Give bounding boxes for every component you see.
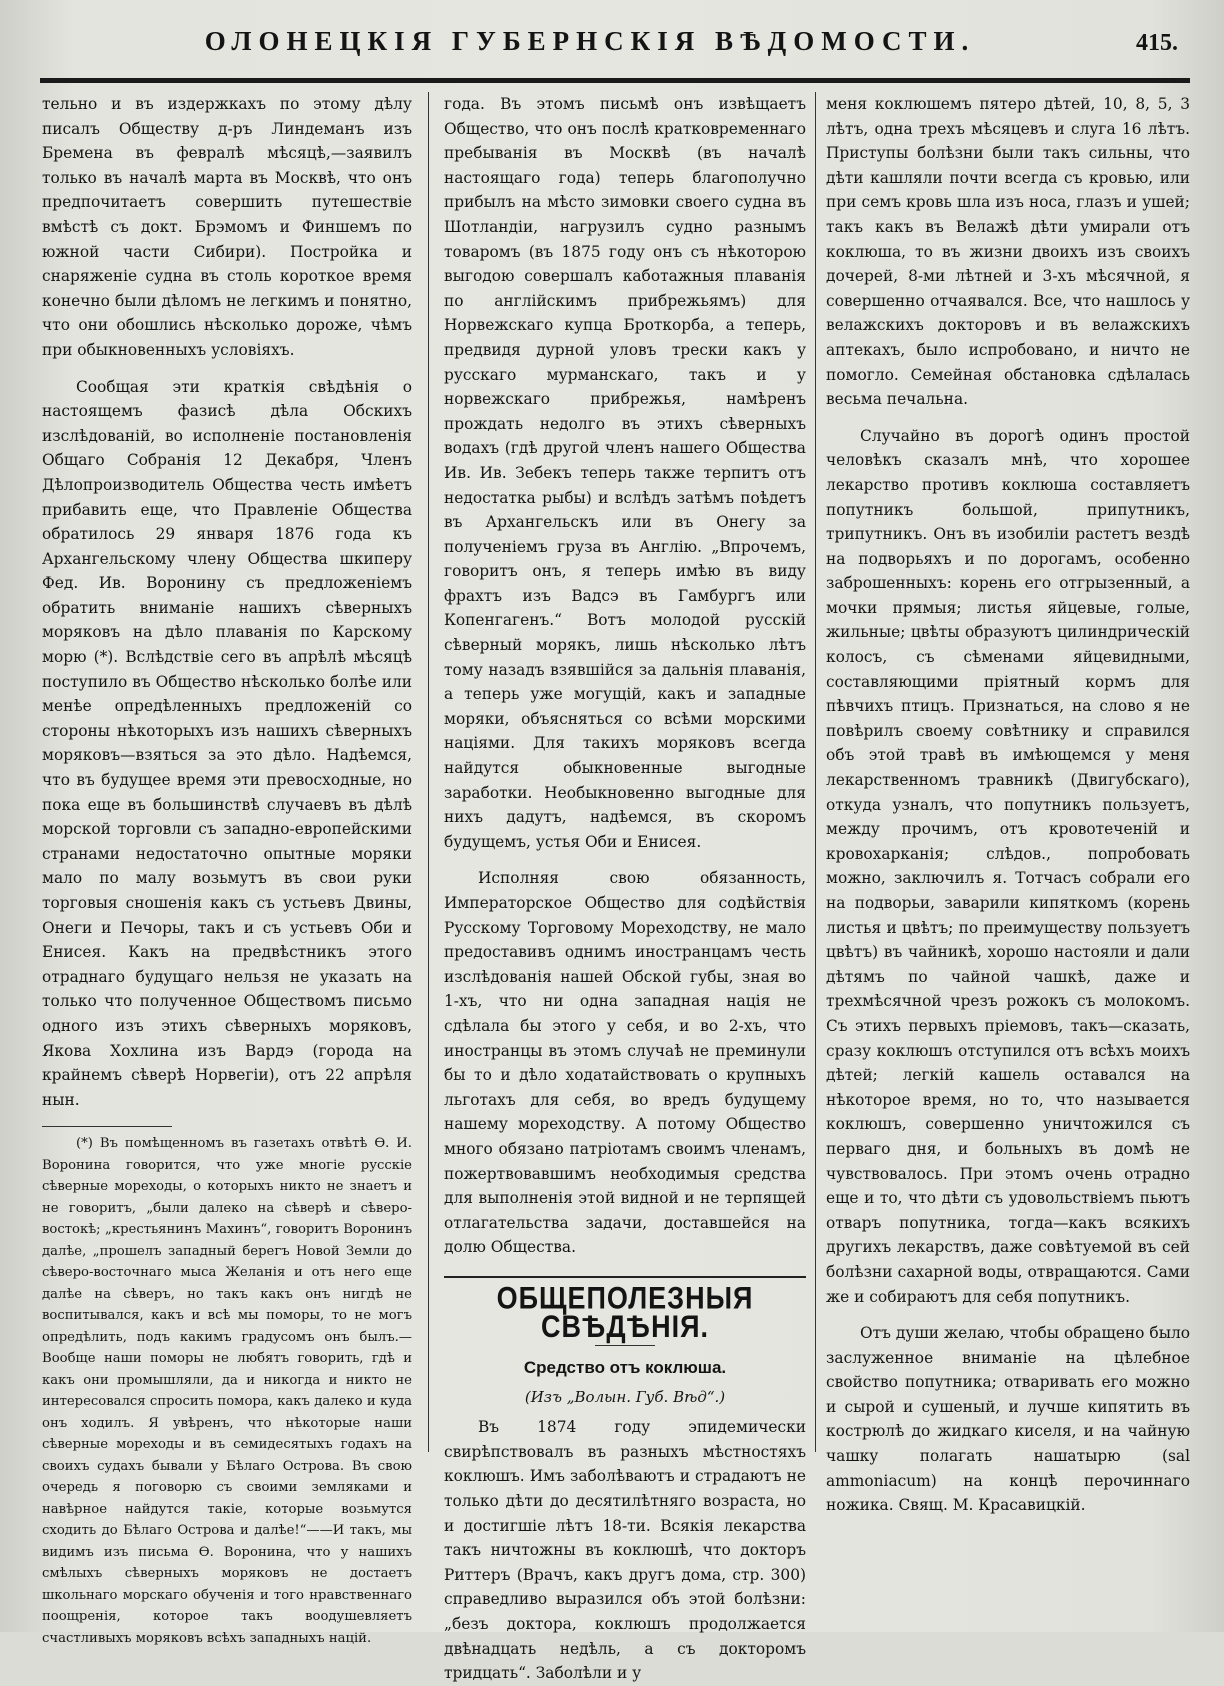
masthead <box>40 18 1190 74</box>
paragraph: года. Въ этомъ письмѣ онъ извѣщаетъ Общество, что онъ послѣ кратковременнаго пребыванія въ Москвѣ (въ началѣ настоящаго года) теперь благополучно прибылъ на мѣсто зимовки своего судна въ Шотландіи, нагрузилъ судно разнымъ товаромъ (въ 1875 году онъ съ нѣкоторою выгодою совершалъ каботажныя плаванія по англійскимъ прибрежьямъ) для Норвежскаго купца Броткорба, а теперь, предвидя дурной уловъ трески какъ у русскаго мурманскаго, такъ и у норвежскаго прибрежья, намѣренъ прождать недолго въ этихъ сѣверныхъ водахъ (гдѣ другой членъ нашего Общества Ив. Ив. Зебекъ теперь также терпитъ отъ недостатка рыбы) и вслѣдъ затѣмъ поѣдетъ въ Архангельскъ или въ Онегу за полученіемъ груза въ Англію. „Впрочемъ, говоритъ онъ, я теперь имѣю въ виду фрахтъ изъ Вадсэ въ Гамбургъ или Копенгагенъ.“ Вотъ молодой русскій сѣверный морякъ, лишь нѣсколько лѣтъ тому назадъ взявшійся за дальнія плаванія, а теперь уже могущій, какъ и западные моряки, объясняться со всѣми морскими націями. Для такихъ моряковъ всегда найдутся обыкновенные выгодные заработки. Необыкновенно выгодные для нихъ дадутъ, надѣемся, въ скоромъ будущемъ, устья Оби и Енисея. <box>444 95 806 851</box>
article-title: Средство отъ коклюша. <box>523 1358 727 1378</box>
paragraph: Въ 1874 году эпидемически свирѣпствовалъ въ разныхъ мѣстностяхъ коклюшъ. Имъ заболѣваютъ и страдаютъ не только дѣти до десятилѣтняго возраста, но и достигшіе лѣтъ 18-ти. Всякія лекарства такъ ничтожны въ коклюшѣ, что докторъ Риттеръ (Врачъ, какъ другъ дома, стр. 300) справедливо выразился объ этой болѣзни: „безъ доктора, коклюшъ продолжается двѣнадцать недѣль, а съ докторомъ тридцать“. Заболѣли и у <box>444 1418 806 1683</box>
column-divider-2 <box>815 92 816 1452</box>
section-rule <box>444 1276 806 1278</box>
column-2 <box>444 92 806 1683</box>
footnote: (*) Въ помѣщенномъ въ газетахъ отвѣтѣ Ѳ. И. Воронина говорится, что уже многіе русскіе сѣверные мореходы, о которыхъ никто не знаетъ и не говоритъ, „были далеко на сѣверѣ и сѣверо-востокѣ; „крестьянинъ Махинъ“, говоритъ Воронинъ далѣе, „прошелъ западный берегъ Новой Земли до сѣверо-восточнаго мыса Желанія и отъ него еще далѣе на сѣверъ, но такъ какъ онъ нигдѣ не воспитывался, какъ и всѣ мы поморы, то не могъ опредѣлить, подъ какимъ градусомъ онъ былъ.—Вообще наши поморы не любятъ говорить, гдѣ и какъ они промышляли, да и никогда и никто не интересовался спросить помора, какъ далеко и куда онъ ходилъ. Я увѣренъ, что нѣкоторые наши сѣверные мореходы и въ семидесятыхъ годахъ на своихъ судахъ бывали у Бѣлаго Острова. Въ свою очередь я поговорю съ своими земляками и навѣрное найдутся такіе, которые возьмутся сходить до Бѣлаго Острова и далѣе!“——И такъ, мы видимъ изъ письма Ѳ. Воронина, что у нашихъ смѣлыхъ сѣверныхъ моряковъ не достаетъ школьнаго морскаго обученія и того нравственнаго поощренія, которое такъ воодушевляетъ счастливыхъ моряковъ всѣхъ западныхъ націй. <box>42 1136 412 1646</box>
column-divider-1 <box>428 92 429 1452</box>
footnote-rule <box>42 1126 172 1127</box>
column-1 <box>42 92 412 1646</box>
paragraph: тельно и въ издержкахъ по этому дѣлу писалъ Обществу д-ръ Линдеманъ изъ Бремена въ февралѣ мѣсяцѣ,—заявилъ только въ началѣ марта въ Москвѣ, что онъ предпочитаетъ совершить путешествіе вмѣстѣ съ докт. Брэмомъ и Финшемъ по южной части Сибири). Постройка и снаряженіе судна въ столь короткое время конечно были дѣломъ не легкимъ и понятно, что они обошлись нѣсколько дороже, чѣмъ при обыкновенныхъ условіяхъ. <box>42 95 412 359</box>
newspaper-title: ОЛОНЕЦКІЯ ГУБЕРНСКІЯ ВѢДОМОСТИ. <box>204 26 976 56</box>
title-rule <box>595 1345 655 1346</box>
paragraph: Отъ души желаю, чтобы обращено было заслуженное вниманіе на цѣлебное свойство попутника; отваривать его можно и сырой и сушеный, и лучше кипятить въ кострюлѣ до жидкаго киселя, и на чайную чашку полагать нашатырю (sal ammoniacum) на концѣ перочиннаго ножика. Свящ. М. Красавицкій. <box>826 1324 1190 1515</box>
paragraph: Сообщая эти краткія свѣдѣнія о настоящемъ фазисѣ дѣла Обскихъ изслѣдованій, во исполненіе постановленія Общаго Собранія 12 Декабря, Членъ Дѣлопроизводитель Общества честь имѣетъ прибавить еще, что Правленіе Общества обратилось 29 января 1876 года къ Архангельскому члену Общества шкиперу Фед. Ив. Воронину съ предложеніемъ обратить вниманіе нашихъ сѣверныхъ моряковъ на дѣло плаванія по Карскому морю (*). Вслѣдствіе сего въ апрѣлѣ мѣсяцѣ поступило въ Общество нѣсколько болѣе или менѣе опредѣленныхъ предложеній со стороны нѣкоторыхъ изъ нашихъ сѣверныхъ моряковъ—взяться за это дѣло. Надѣемся, что въ будущее время эти превосходные, но пока еще въ большинствѣ случаевъ въ дѣлѣ морской торговли съ западно-европейскими странами недостаточно опытные моряки мало по малу возьмутъ въ свои руки торговыя сношенія какъ съ устьевъ Двины, Онеги и Печоры, такъ и съ устьевъ Оби и Енисея. Какъ на предвѣстникъ этого отраднаго будущаго нельзя не указать на только что полученное Обществомъ письмо одного изъ этихъ сѣверныхъ моряковъ, Якова Хохлина изъ Вардэ (города на крайнемъ сѣверѣ Норвегіи), отъ 22 апрѣля нын. <box>42 377 412 1109</box>
paragraph: меня коклюшемъ пятеро дѣтей, 10, 8, 5, 3 лѣтъ, одна трехъ мѣсяцевъ и слуга 16 лѣтъ. Приступы болѣзни были такъ сильны, что дѣти кашляли почти всегда съ кровью, или при семъ кровь шла изъ носа, глазъ и ушей; такъ какъ въ Велажѣ дѣти умирали отъ коклюша, то въ жизни двоихъ изъ своихъ дочерей, 8-ми лѣтней и 3-хъ мѣсячной, я совершенно отчаявался. Все, что нашлось у велажскихъ докторовъ и въ велажскихъ аптекахъ, было испробовано, и ничто не помогло. Семейная обстановка сдѣлалась весьма печальна. <box>826 95 1190 409</box>
header-rule <box>40 78 1190 83</box>
page-number: 415. <box>1136 30 1178 56</box>
section-title: ОБЩЕПОЛЕЗНЫЯ СВѢДѢНІЯ. <box>496 1280 754 1344</box>
article-source: (Изъ „Волын. Губ. Вѣд“.) <box>524 1387 726 1406</box>
column-3 <box>826 92 1190 1622</box>
paragraph: Случайно въ дорогѣ одинъ простой человѣкъ сказалъ мнѣ, что хорошее лекарство противъ коклюша составляетъ попутникъ большой, припутникъ, трипутникъ. Онъ въ изобиліи растетъ вездѣ на подворьяхъ и по дорогамъ, особенно заброшенныхъ: корень его отгрызенный, а мочки прямыя; листья яйцевые, голые, жильные; цвѣты образуютъ цилиндрическій колосъ, съ сѣменами яйцевидными, составляющими пріятный кормъ для пѣвчихъ птицъ. Признаться, на слово я не повѣрилъ своему совѣтнику и справился объ этой травѣ въ имѣющемся у меня лекарственномъ травникѣ (Двигубскаго), откуда узналъ, что попутникъ пользуетъ, между прочимъ, отъ кровотеченій и кровохарканія; слѣдов., попробовать можно, заключилъ я. Тотчасъ собрали его на подворьи, заварили кипяткомъ (корень листья и цвѣтъ; по преимуществу пользуетъ цвѣтъ) въ чайникѣ, хорошо настояли и дали дѣтямъ по чайной чашкѣ, даже и трехмѣсячной чрезъ рожокъ съ молокомъ. Съ этихъ первыхъ пріемовъ, такъ—сказать, сразу коклюшъ отступился отъ всѣхъ моихъ дѣтей; легкій кашель оставался на нѣкоторое время, но то, что называется коклюшъ, совершенно уничтожился съ перваго дня, и больныхъ въ домѣ не чувствовалось. При этомъ очень отрадно еще и то, что дѣти съ удовольствіемъ пьютъ отваръ попутника, тогда—какъ всякихъ другихъ лекарствъ, даже совѣтуемой въ сей болѣзни сахарной воды, отвращаются. Сами же и собираютъ для себя попутникъ. <box>826 426 1190 1306</box>
paragraph: Исполняя свою обязанность, Императорское Общество для содѣйствія Русскому Торговому Мореходству, не мало предоставивъ однимъ иностранцамъ честь изслѣдованія нашей Обской губы, зная во 1-хъ, что ни одна западная нація не сдѣлала бы этого у себя, и во 2-хъ, что иностранцы въ этомъ случаѣ не преминули бы то и дѣло ходатайствовать о крупныхъ льготахъ для себя, во вредъ будущему нашему мореходству. А потому Общество много обязано патріотамъ своимъ членамъ, пожертвовавшимъ необходимыя средства для выполненія этой видной и не терпящей отлагательства задачи, доставшейся на долю Общества. <box>444 869 806 1257</box>
